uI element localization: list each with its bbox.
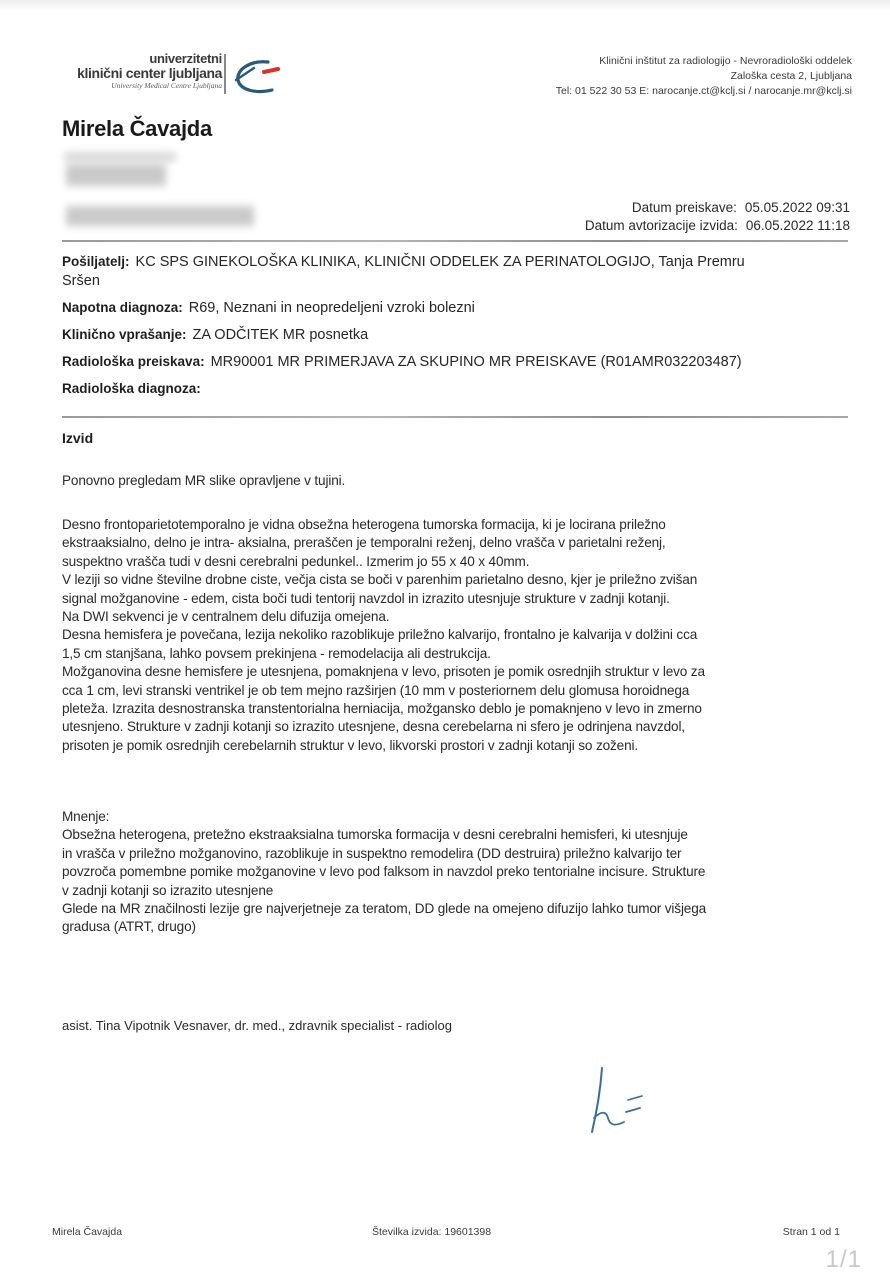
opinion-line: povzroča pomembne pomike možganovine v levo pod falksom in navzdol preko tentorialne incisure. Strukture — [62, 864, 706, 880]
sender-value-cont: Sršen — [62, 273, 100, 289]
findings-line: V leziji so vidne številne drobne ciste, večja cista se boči v parenhim parietalno desno, kjer je priležno zvišan — [62, 572, 698, 588]
logo-text — [77, 52, 222, 90]
findings-line: pleteža. Izrazita desnostranska transtentorialna herniacija, možgansko deblo je pomaknjeno v levo in zmerno — [62, 701, 702, 717]
findings-line: signal možganovine - edem, cista boči tudi tentorij navzdol in izrazito utesnjuje strukture v zadnji kotanji. — [62, 590, 670, 606]
sender-label: Pošiljatelj: — [62, 254, 130, 269]
institute-contact: Tel: 01 522 30 53 E: narocanje.ct@kclj.si / narocanje.mr@kclj.si — [555, 85, 852, 97]
meta-divider — [62, 416, 848, 418]
radiology-exam-field — [62, 352, 852, 372]
clinical-question-field — [62, 325, 852, 345]
findings-line: suspektno vrašča tudi v desni cerebralni pedunkel.. Izmerim jo 55 x 40 x 40mm. — [62, 553, 530, 569]
referral-diagnosis-value: R69, Neznani in neopredeljeni vzroki bolezni — [188, 300, 475, 316]
signatory: asist. Tina Vipotnik Vesnaver, dr. med., zdravnik specialist - radiolog — [62, 1018, 452, 1033]
findings-line: utesnjeno. Strukture v zadnji kotanji so izrazito utesnjene, desna cerebelarna ni sfero je odrinjena navzdol, — [62, 719, 685, 735]
footer-report-number: Številka izvida: 19601398 — [372, 1226, 492, 1238]
logo-divider — [224, 54, 226, 94]
opinion-line: in vrašča v priležno možganovino, razoblikuje in suspektno remodelira (DD destruira) priležno kalvarijo ter — [62, 845, 682, 861]
findings-line: Na DWI sekvenci je v centralnem delu difuzija omejena. — [62, 609, 390, 625]
viewer-page-counter: 1/1 — [825, 1246, 862, 1273]
findings-line: Desno frontoparietotemporalno je vidna obsežna heterogena tumorska formacija, ki je locirana priležno — [62, 517, 666, 532]
auth-date-row — [585, 217, 850, 235]
institute-address: Zaloška cesta 2, Ljubljana — [730, 70, 852, 82]
sender-field — [62, 252, 852, 291]
exam-date-label: Datum preiskave: — [631, 200, 737, 215]
patient-name: Mirela Čavajda — [62, 116, 212, 141]
clinical-question-value: ZA ODČITEK MR posnetka — [192, 327, 369, 343]
report-opinion — [62, 808, 852, 937]
findings-line: 1,5 cm stanjšana, lahko povsem prekinjena - remodelacija ali destrukcija. — [62, 645, 491, 661]
exam-date-row — [585, 199, 850, 217]
redacted-patient-info-2 — [66, 164, 166, 186]
findings-line: Desna hemisfera je povečana, lezija nekoliko razoblikuje priležno kalvarijo, frontalno je kalvarija v dolžini cca — [62, 627, 698, 643]
sender-value: KC SPS GINEKOLOŠKA KLINIKA, KLINIČNI ODDELEK ZA PERINATOLOGIJO, Tanja Premru — [135, 254, 745, 270]
findings-line: prisoten je pomik osrednjih cerebelarnih struktur v levo, likvorski prostori v zadnji kotanji so zoženi. — [62, 737, 638, 753]
footer-patient-name: Mirela Čavajda — [52, 1226, 123, 1238]
logo-line-1: univerzitetni — [149, 51, 222, 66]
header-divider — [62, 240, 848, 242]
report-intro — [62, 472, 852, 490]
referral-diagnosis-label: Napotna diagnoza: — [62, 300, 183, 315]
exam-date-value: 05.05.2022 09:31 — [744, 200, 850, 215]
referral-diagnosis-field — [62, 298, 852, 318]
radiology-exam-value: MR90001 MR PRIMERJAVA ZA SKUPINO MR PREISKAVE (R01AMR032203487) — [210, 354, 742, 370]
report-heading: Izvid — [62, 430, 94, 446]
clinical-question-label: Klinično vprašanje: — [62, 327, 187, 342]
report-findings — [62, 516, 852, 755]
logo-line-3: University Medical Centre Ljubljana — [111, 81, 222, 90]
redacted-patient-info-3 — [66, 206, 254, 226]
kc-logo-icon — [228, 54, 284, 98]
findings-line: ekstraaksialno, delno je intra- aksialna, preraščen je temporalni reženj, delno vrašča v parietalni reženj, — [62, 535, 666, 551]
intro-line: Ponovno pregledam MR slike opravljene v tujini. — [62, 473, 346, 488]
opinion-heading: Mnenje: — [62, 809, 110, 824]
institute-name: Klinični inštitut za radiologijo - Nevroradiološki oddelek — [599, 55, 852, 67]
auth-date-label: Datum avtorizacije izvida: — [584, 218, 738, 233]
findings-line: Možganovina desne hemisfere je utesnjena, pomaknjena v levo, prisoten je pomik osrednjih struktur v levo za — [62, 664, 705, 680]
footer-page-info: Stran 1 od 1 — [782, 1226, 840, 1238]
redacted-patient-info-1 — [64, 152, 176, 162]
opinion-line: Obsežna heterogena, pretežno ekstraaksialna tumorska formacija v desni cerebralni hemisferi, ki utesnjuje — [62, 827, 688, 843]
auth-date-value: 06.05.2022 11:18 — [745, 218, 850, 233]
hospital-logo — [62, 52, 292, 100]
radiology-exam-label: Radiološka preiskava: — [62, 354, 205, 369]
radiology-diagnosis-field — [62, 379, 852, 399]
logo-line-2: klinični center ljubljana — [77, 65, 222, 81]
findings-line: cca 1 cm, levi stranski ventrikel je ob tem mejno razširjen (10 mm v posteriornem delu glomusa horoidnega — [62, 682, 690, 698]
opinion-line: gradusa (ATRT, drugo) — [62, 919, 196, 935]
opinion-line: v zadnji kotanji so izrazito utesnjene — [62, 882, 274, 898]
opinion-line: Glede na MR značilnosti lezije gre najverjetneje za teratom, DD glede na omejeno difuzijo lahko tumor višjega — [62, 901, 707, 917]
handwritten-signature-icon — [580, 1062, 660, 1142]
radiology-diagnosis-label: Radiološka diagnoza: — [62, 381, 201, 396]
referral-details — [62, 252, 852, 406]
report-dates — [585, 199, 850, 235]
institute-info — [556, 54, 852, 99]
